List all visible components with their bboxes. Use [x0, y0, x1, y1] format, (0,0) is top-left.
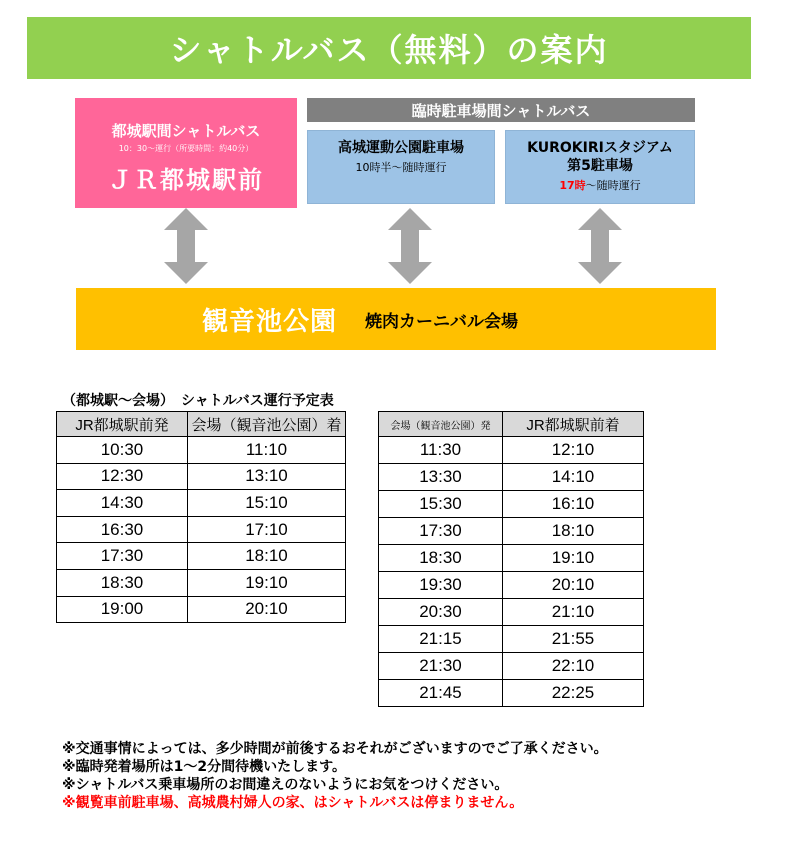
note-line: ※臨時発着場所は1～2分間待機いたします。: [62, 759, 346, 775]
table-cell: 20:10: [503, 572, 644, 599]
table-row: [379, 626, 644, 653]
table-row: [57, 463, 346, 490]
table-cell: 10:30: [57, 437, 188, 464]
table-cell: 19:00: [57, 596, 188, 623]
table-cell: 14:10: [503, 464, 644, 491]
lot2-schedule: [506, 177, 694, 193]
notes: [62, 740, 608, 812]
table-cell: 11:30: [379, 437, 503, 464]
table-cell: 17:30: [57, 543, 188, 570]
lot1-name: 高城運動公園駐車場: [338, 140, 464, 156]
lot1-box: [307, 130, 495, 204]
table-cell: 12:10: [503, 437, 644, 464]
table-cell: 16:30: [57, 516, 188, 543]
table-cell: 12:30: [57, 463, 188, 490]
page-banner: シャトルバス（無料）の案内: [27, 17, 751, 79]
timetable-return: [378, 411, 644, 707]
table-row: [379, 680, 644, 707]
venue-name: 観音池公園: [202, 306, 338, 337]
table-row: [57, 490, 346, 517]
lot2-name-line1: KUROKIRIスタジアム: [527, 140, 673, 156]
jr-shuttle-box: [75, 98, 297, 208]
table-cell: 13:10: [188, 463, 346, 490]
column-header: JR都城駅前発: [57, 412, 188, 437]
double-arrow-icon: [164, 208, 208, 284]
table-row: [57, 543, 346, 570]
table-row: [379, 653, 644, 680]
table-cell: 19:10: [503, 545, 644, 572]
table-row: [379, 599, 644, 626]
table-cell: 17:30: [379, 518, 503, 545]
table-row: [379, 491, 644, 518]
table-cell: 22:10: [503, 653, 644, 680]
lot2-name: [506, 139, 694, 175]
jr-shuttle-title: 都城駅間シャトルバス: [111, 122, 261, 140]
table-row: [379, 518, 644, 545]
table-cell: 21:55: [503, 626, 644, 653]
lot2-schedule-rest: ～随時運行: [585, 179, 641, 192]
venue-box: [76, 288, 716, 350]
note-line: ※交通事情によっては、多少時間が前後するおそれがございますのでご了承ください。: [62, 741, 608, 757]
table-row: [57, 437, 346, 464]
column-header: 会場（観音池公園）着: [188, 412, 346, 437]
timetable-outbound: [56, 411, 346, 623]
table-cell: 21:10: [503, 599, 644, 626]
table-row: [379, 464, 644, 491]
column-header: JR都城駅前着: [503, 412, 644, 437]
table-row: [379, 572, 644, 599]
timetable-title: （都城駅～会場） シャトルバス運行予定表: [62, 393, 334, 409]
table-cell: 18:30: [379, 545, 503, 572]
note-warning: ※観覧車前駐車場、高城農村婦人の家、はシャトルバスは停まりません。: [62, 795, 524, 811]
table-cell: 15:30: [379, 491, 503, 518]
table-row: [57, 516, 346, 543]
venue-event: 焼肉カーニバル会場: [365, 311, 519, 332]
table-cell: 17:10: [188, 516, 346, 543]
table-row: [379, 545, 644, 572]
table-row: [379, 437, 644, 464]
jr-shuttle-note: 10：30～運行（所要時間：約40分）: [118, 144, 254, 153]
table-row: [57, 569, 346, 596]
table-cell: 22:25: [503, 680, 644, 707]
lot1-schedule: 10時半～随時運行: [355, 161, 447, 174]
table-cell: 20:30: [379, 599, 503, 626]
table-cell: 20:10: [188, 596, 346, 623]
double-arrow-icon: [578, 208, 622, 284]
note-line: ※シャトルバス乗車場所のお間違えのないようにお気をつけください。: [62, 777, 509, 793]
table-row: [57, 596, 346, 623]
jr-station-name: ＪＲ都城駅前: [108, 166, 264, 194]
lot2-box: [505, 130, 695, 204]
table-cell: 19:10: [188, 569, 346, 596]
table-cell: 16:10: [503, 491, 644, 518]
column-header: 会場（観音池公園）発: [379, 412, 503, 437]
table-cell: 11:10: [188, 437, 346, 464]
table-cell: 15:10: [188, 490, 346, 517]
double-arrow-icon: [388, 208, 432, 284]
lot2-name-line2: 第5駐車場: [567, 158, 633, 174]
table-cell: 13:30: [379, 464, 503, 491]
table-cell: 18:10: [188, 543, 346, 570]
lot2-start-time: 17時: [559, 179, 586, 192]
table-cell: 19:30: [379, 572, 503, 599]
table-cell: 21:30: [379, 653, 503, 680]
table-cell: 18:10: [503, 518, 644, 545]
temp-lot-header: 臨時駐車場間シャトルバス: [307, 98, 695, 122]
table-cell: 21:45: [379, 680, 503, 707]
table-cell: 18:30: [57, 569, 188, 596]
table-cell: 14:30: [57, 490, 188, 517]
table-cell: 21:15: [379, 626, 503, 653]
